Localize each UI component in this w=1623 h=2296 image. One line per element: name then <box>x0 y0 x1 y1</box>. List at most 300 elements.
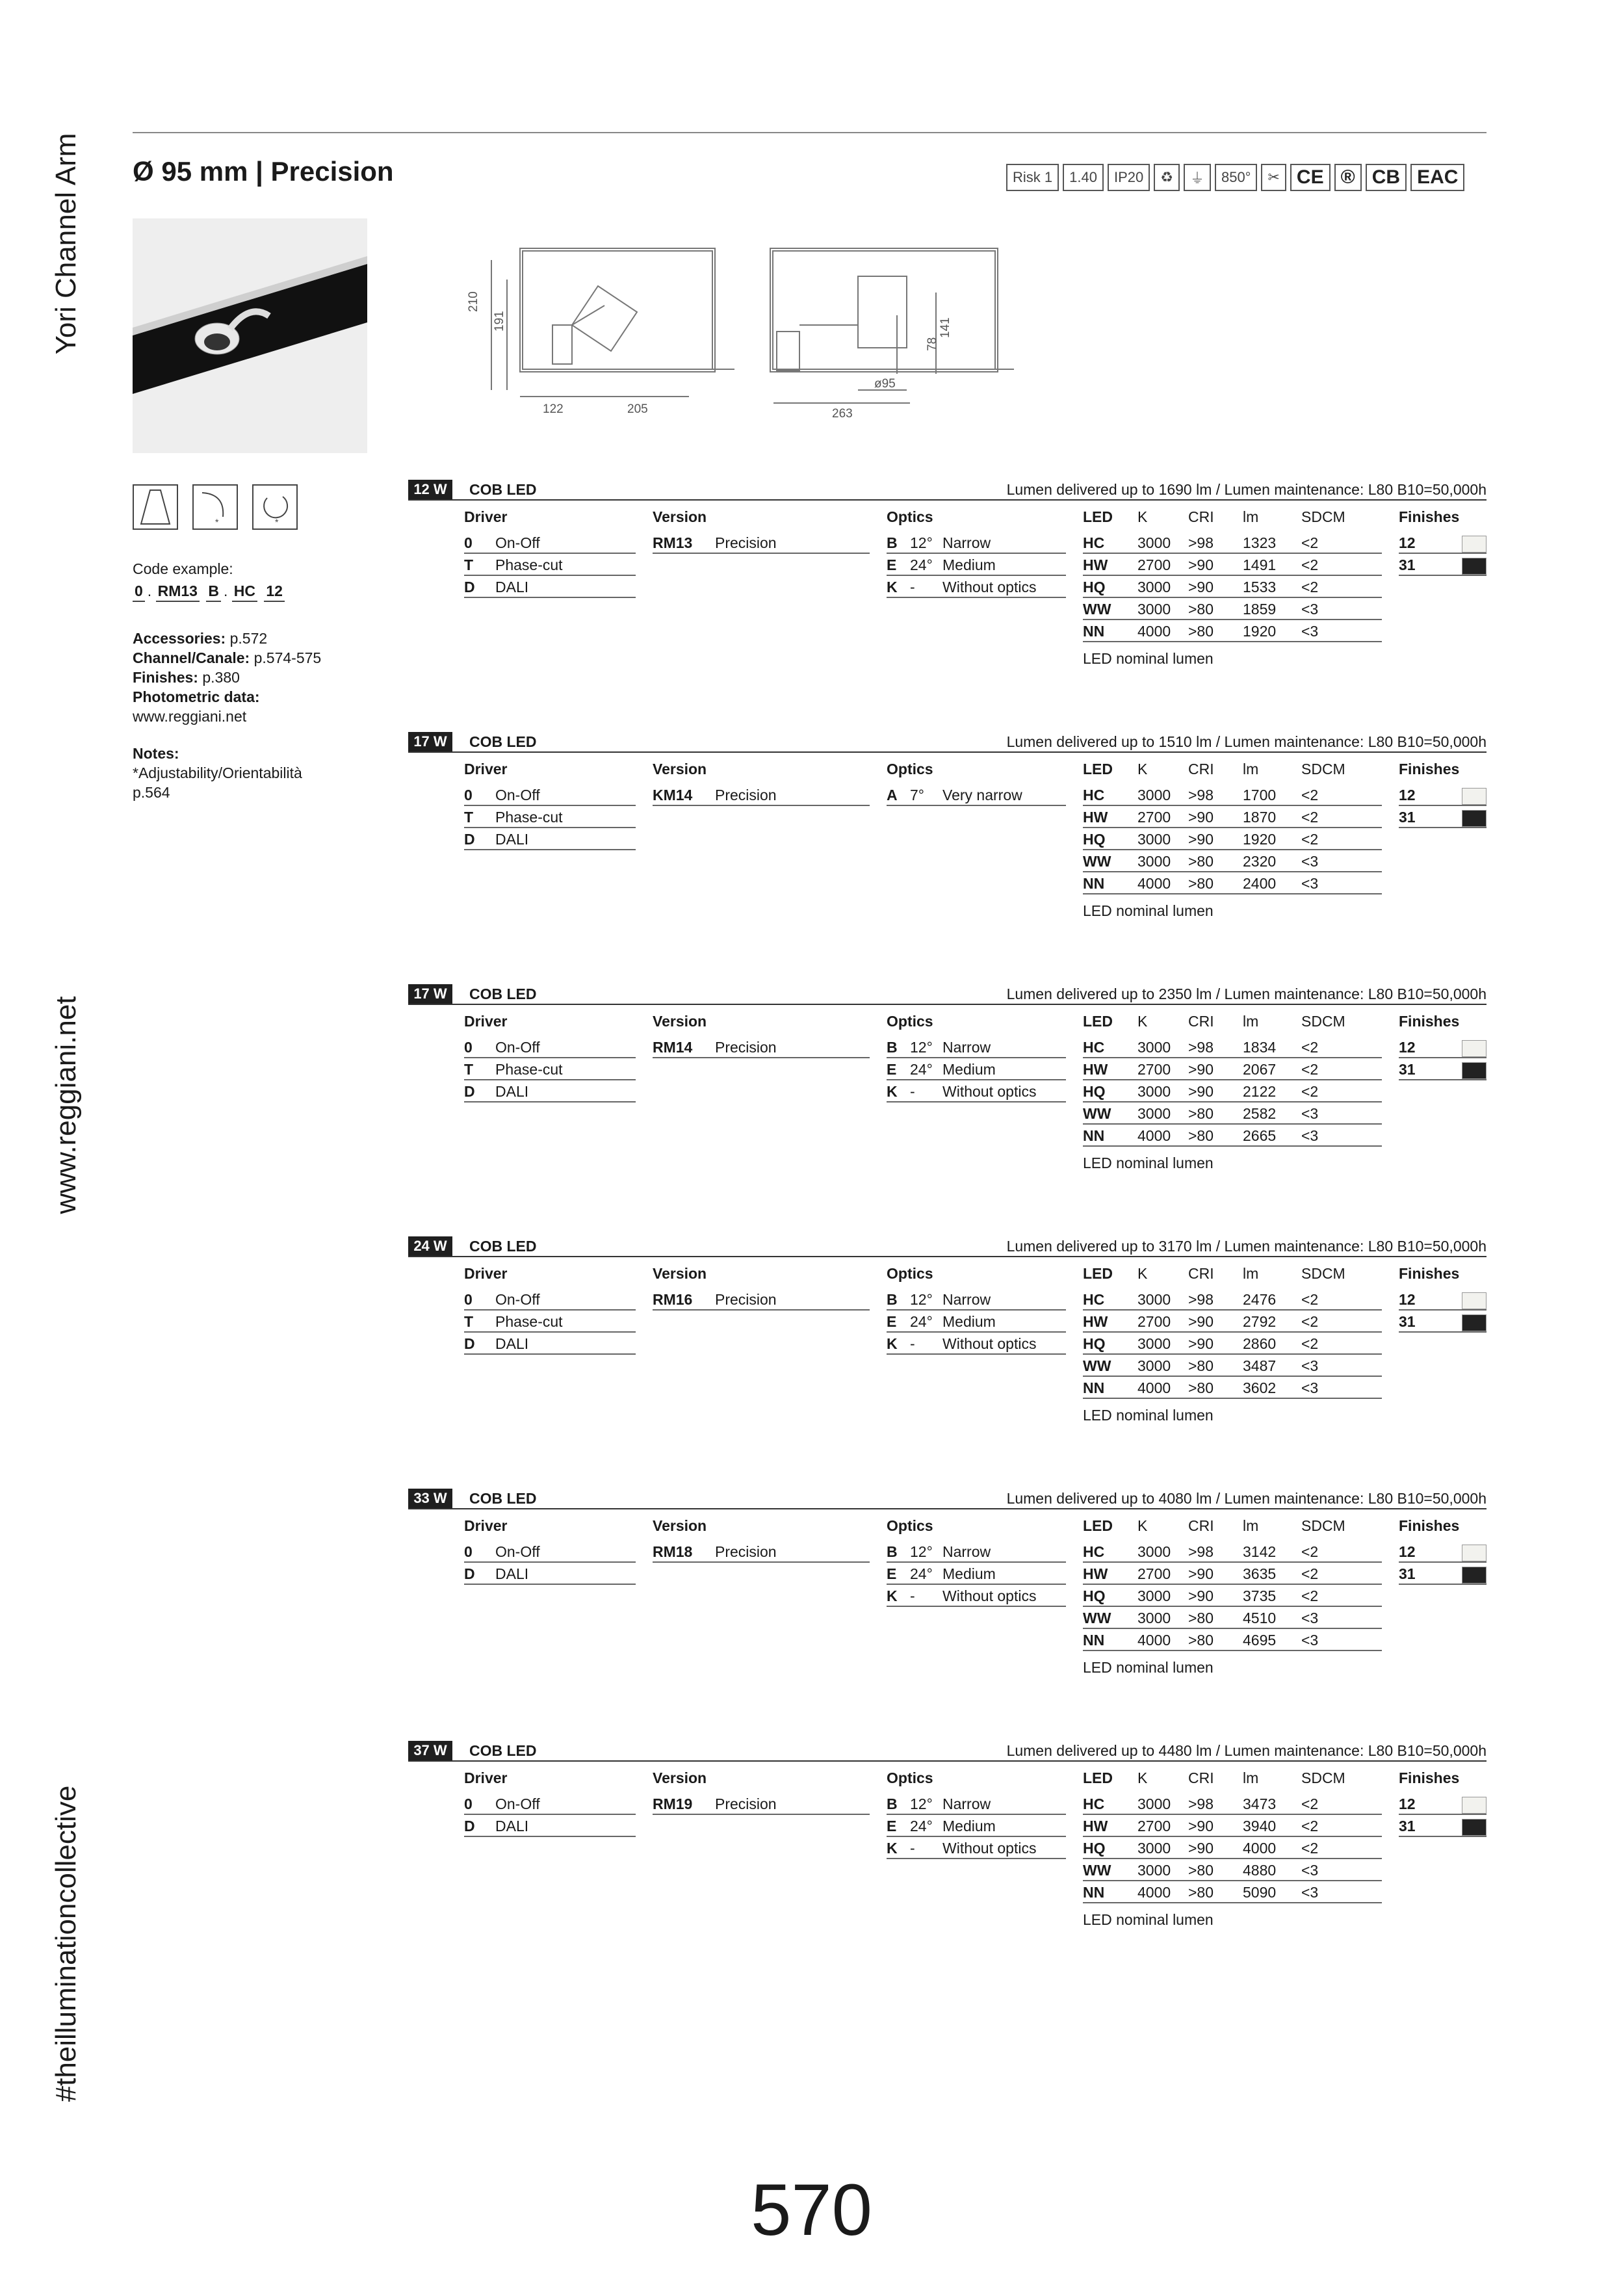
finish-swatch <box>1462 1545 1487 1561</box>
finish-code: 31 <box>1399 1565 1416 1582</box>
led-cell: WW <box>1083 1862 1111 1879</box>
led-cell: >98 <box>1188 1291 1214 1308</box>
led-cell: <3 <box>1301 601 1319 618</box>
optics-angle: 12° <box>910 1039 933 1056</box>
led-cell: <3 <box>1301 853 1319 870</box>
optics-row <box>887 1585 1066 1607</box>
led-col-header: LED <box>1083 1769 1113 1786</box>
lumen-info: Lumen delivered up to 2350 lm / Lumen maintenance: L80 B10=50,000h <box>1006 985 1487 1002</box>
finish-row <box>1399 784 1487 806</box>
led-col-header: lm <box>1243 1769 1259 1786</box>
optics-angle: 24° <box>910 1061 933 1078</box>
driver-code: D <box>464 1083 475 1100</box>
finish-swatch <box>1462 788 1487 805</box>
dimension-label: 205 <box>627 402 648 416</box>
led-cell: <2 <box>1301 831 1319 848</box>
code-example-label: Code example: <box>133 560 233 577</box>
optics-name: Without optics <box>942 1335 1037 1352</box>
driver-row <box>464 1333 636 1355</box>
optics-code: B <box>887 1795 898 1812</box>
led-cell: >98 <box>1188 1039 1214 1056</box>
finishes-header: Finishes <box>1399 1013 1460 1030</box>
led-header <box>1083 508 1382 532</box>
finishes-header: Finishes <box>1399 1517 1460 1534</box>
cert-badge: ® <box>1334 164 1362 191</box>
led-row <box>1083 1288 1382 1311</box>
driver-header: Driver <box>464 1517 508 1534</box>
led-cell: 3000 <box>1137 1795 1171 1812</box>
led-cell: 3000 <box>1137 787 1171 803</box>
finish-swatch <box>1462 1062 1487 1079</box>
led-cell: NN <box>1083 875 1105 892</box>
product-section <box>408 480 1487 714</box>
driver-row <box>464 532 636 554</box>
led-cell: >80 <box>1188 1610 1214 1626</box>
led-row <box>1083 1102 1382 1125</box>
driver-code: D <box>464 1335 475 1352</box>
driver-name: DALI <box>495 1565 529 1582</box>
wattage-badge: 17 W <box>408 732 452 751</box>
led-cell: 4000 <box>1137 1127 1171 1144</box>
optics-row <box>887 1311 1066 1333</box>
driver-column <box>464 761 636 850</box>
led-cell: 4880 <box>1243 1862 1277 1879</box>
led-cell: 2122 <box>1243 1083 1277 1100</box>
driver-row <box>464 1815 636 1837</box>
led-cell: >80 <box>1188 601 1214 618</box>
led-cell: HC <box>1083 1039 1105 1056</box>
led-cell: 4000 <box>1137 1379 1171 1396</box>
optics-column <box>887 1769 1066 1859</box>
section-header <box>408 1489 1487 1509</box>
dimension-label: 78 <box>926 337 939 351</box>
version-column <box>653 1517 870 1563</box>
version-code: RM19 <box>653 1795 693 1812</box>
led-header <box>1083 1013 1382 1036</box>
led-cell: HQ <box>1083 1083 1106 1100</box>
led-cell: 3000 <box>1137 1083 1171 1100</box>
led-cell: <2 <box>1301 1543 1319 1560</box>
driver-name: DALI <box>495 579 529 595</box>
optics-name: Medium <box>942 556 996 573</box>
led-col-header: CRI <box>1188 508 1214 525</box>
version-name: Precision <box>715 787 777 803</box>
led-cell: HQ <box>1083 1587 1106 1604</box>
optics-angle: - <box>910 1840 915 1857</box>
version-header: Version <box>653 761 707 777</box>
driver-name: On-Off <box>495 1543 540 1560</box>
led-row <box>1083 1058 1382 1080</box>
led-col-header: CRI <box>1188 1517 1214 1534</box>
optics-row <box>887 1793 1066 1815</box>
driver-code: D <box>464 1565 475 1582</box>
cert-badge: ⏚ <box>1184 164 1211 191</box>
driver-column <box>464 508 636 598</box>
dimension-label: 191 <box>493 311 506 332</box>
led-row <box>1083 872 1382 894</box>
led-cell: >90 <box>1188 556 1214 573</box>
led-cell: <3 <box>1301 1884 1319 1901</box>
driver-row <box>464 554 636 576</box>
notes-text: *Adjustability/Orientabilità <box>133 764 302 781</box>
finishes-page: p.380 <box>202 669 240 686</box>
led-cell: 4000 <box>1137 1632 1171 1649</box>
finishes-column <box>1399 1517 1487 1585</box>
photometric-link[interactable]: www.reggiani.net <box>133 708 247 725</box>
finish-code: 12 <box>1399 534 1416 551</box>
technical-drawing <box>455 234 1040 429</box>
led-cell: 3000 <box>1137 1291 1171 1308</box>
led-cell: HQ <box>1083 1335 1106 1352</box>
finish-row <box>1399 1058 1487 1080</box>
led-cell: 3000 <box>1137 1610 1171 1626</box>
led-nominal-note: LED nominal lumen <box>1083 650 1214 667</box>
led-cell: HC <box>1083 1291 1105 1308</box>
led-cell: 2700 <box>1137 1565 1171 1582</box>
led-cell: 2700 <box>1137 809 1171 826</box>
optics-header: Optics <box>887 1769 933 1786</box>
optics-code: E <box>887 1313 897 1330</box>
led-row <box>1083 1793 1382 1815</box>
led-col-header: K <box>1137 1517 1148 1534</box>
driver-name: Phase-cut <box>495 809 563 826</box>
led-column <box>1083 508 1382 668</box>
led-cell: >90 <box>1188 1335 1214 1352</box>
finish-row <box>1399 1815 1487 1837</box>
optics-row <box>887 1080 1066 1102</box>
led-cell: WW <box>1083 1610 1111 1626</box>
page-number: 570 <box>751 2169 872 2250</box>
led-row <box>1083 1311 1382 1333</box>
led-cell: <3 <box>1301 1357 1319 1374</box>
led-row <box>1083 554 1382 576</box>
driver-row <box>464 828 636 850</box>
led-cell: 3000 <box>1137 1335 1171 1352</box>
driver-code: D <box>464 1818 475 1834</box>
led-cell: HC <box>1083 1795 1105 1812</box>
version-header: Version <box>653 508 707 525</box>
optics-code: K <box>887 579 898 595</box>
section-header <box>408 1236 1487 1257</box>
led-cell: <3 <box>1301 1862 1319 1879</box>
product-section <box>408 1741 1487 1975</box>
led-col-header: CRI <box>1188 761 1214 777</box>
led-cell: >90 <box>1188 579 1214 595</box>
led-column <box>1083 1265 1382 1424</box>
led-row <box>1083 1036 1382 1058</box>
led-cell: 1533 <box>1243 579 1277 595</box>
led-col-header: LED <box>1083 1013 1113 1030</box>
led-cell: 3000 <box>1137 831 1171 848</box>
finishes-header: Finishes <box>1399 1265 1460 1282</box>
finish-swatch <box>1462 536 1487 553</box>
driver-header: Driver <box>464 1769 508 1786</box>
led-cell: NN <box>1083 1884 1105 1901</box>
led-cell: <3 <box>1301 1379 1319 1396</box>
led-row <box>1083 784 1382 806</box>
led-cell: 4510 <box>1243 1610 1277 1626</box>
finish-code: 12 <box>1399 1039 1416 1056</box>
version-row <box>653 1541 870 1563</box>
version-column <box>653 761 870 806</box>
led-cell: <3 <box>1301 1127 1319 1144</box>
optics-code: E <box>887 1061 897 1078</box>
led-cell: <2 <box>1301 1795 1319 1812</box>
optics-code: B <box>887 1543 898 1560</box>
version-code: RM18 <box>653 1543 693 1560</box>
led-col-header: K <box>1137 508 1148 525</box>
optics-angle: 12° <box>910 534 933 551</box>
optics-angle: 24° <box>910 1313 933 1330</box>
led-col-header: SDCM <box>1301 508 1345 525</box>
finishes-header: Finishes <box>1399 508 1460 525</box>
finish-code: 31 <box>1399 556 1416 573</box>
led-cell: WW <box>1083 601 1111 618</box>
website-vertical[interactable]: www.reggiani.net <box>50 996 82 1214</box>
driver-code: 0 <box>464 787 473 803</box>
optics-column <box>887 1013 1066 1102</box>
finish-swatch <box>1462 1567 1487 1584</box>
wattage-badge: 33 W <box>408 1489 452 1508</box>
led-cell: 2700 <box>1137 1313 1171 1330</box>
led-type: COB LED <box>469 1238 537 1255</box>
driver-column <box>464 1265 636 1355</box>
led-cell: NN <box>1083 1127 1105 1144</box>
led-col-header: SDCM <box>1301 1517 1345 1534</box>
led-cell: 2067 <box>1243 1061 1277 1078</box>
led-cell: 1700 <box>1243 787 1277 803</box>
led-row <box>1083 620 1382 642</box>
dimension-label: 141 <box>939 317 952 338</box>
led-cell: HQ <box>1083 831 1106 848</box>
version-column <box>653 1769 870 1815</box>
led-cell: 3602 <box>1243 1379 1277 1396</box>
optics-name: Without optics <box>942 1840 1037 1857</box>
led-cell: 3487 <box>1243 1357 1277 1374</box>
optics-angle: 24° <box>910 556 933 573</box>
finish-code: 12 <box>1399 1795 1416 1812</box>
led-cell: 3940 <box>1243 1818 1277 1834</box>
product-section <box>408 984 1487 1218</box>
finish-code: 31 <box>1399 1061 1416 1078</box>
led-row <box>1083 1629 1382 1651</box>
driver-column <box>464 1013 636 1102</box>
led-nominal-note: LED nominal lumen <box>1083 902 1214 919</box>
optics-name: Without optics <box>942 579 1037 595</box>
led-row <box>1083 1080 1382 1102</box>
cert-badge: Risk 1 <box>1006 164 1059 191</box>
feature-symbols <box>133 484 298 530</box>
led-cell: 2700 <box>1137 556 1171 573</box>
driver-code: T <box>464 809 474 826</box>
driver-code: 0 <box>464 534 473 551</box>
lumen-info: Lumen delivered up to 4480 lm / Lumen maintenance: L80 B10=50,000h <box>1006 1742 1487 1759</box>
led-cell: WW <box>1083 853 1111 870</box>
code-part: B <box>206 581 221 602</box>
led-column <box>1083 1517 1382 1676</box>
section-header <box>408 984 1487 1005</box>
led-cell: <2 <box>1301 579 1319 595</box>
driver-name: DALI <box>495 1335 529 1352</box>
version-name: Precision <box>715 534 777 551</box>
led-col-header: SDCM <box>1301 1265 1345 1282</box>
led-cell: 3000 <box>1137 1587 1171 1604</box>
optics-name: Medium <box>942 1565 996 1582</box>
finish-swatch <box>1462 558 1487 575</box>
led-cell: >90 <box>1188 1587 1214 1604</box>
optics-name: Medium <box>942 1313 996 1330</box>
led-type: COB LED <box>469 985 537 1002</box>
optics-column <box>887 1265 1066 1355</box>
finishes-column <box>1399 1769 1487 1837</box>
led-cell: HC <box>1083 1543 1105 1560</box>
references <box>133 629 321 726</box>
led-cell: <2 <box>1301 809 1319 826</box>
driver-row <box>464 1541 636 1563</box>
optics-name: Narrow <box>942 1543 991 1560</box>
led-row <box>1083 1563 1382 1585</box>
driver-name: DALI <box>495 831 529 848</box>
finishes-column <box>1399 508 1487 576</box>
led-header <box>1083 1265 1382 1288</box>
driver-row <box>464 1036 636 1058</box>
cert-badge: CB <box>1366 164 1407 191</box>
driver-row <box>464 1288 636 1311</box>
finishes-column <box>1399 761 1487 828</box>
code-example-value <box>133 581 287 602</box>
driver-name: On-Off <box>495 1291 540 1308</box>
version-name: Precision <box>715 1039 777 1056</box>
finishes-header: Finishes <box>1399 1769 1460 1786</box>
version-row <box>653 784 870 806</box>
led-cell: >98 <box>1188 534 1214 551</box>
driver-column <box>464 1517 636 1585</box>
led-row <box>1083 1859 1382 1881</box>
optics-code: E <box>887 1565 897 1582</box>
code-part: HC <box>232 581 257 602</box>
led-cell: >90 <box>1188 1818 1214 1834</box>
led-cell: <3 <box>1301 1610 1319 1626</box>
version-header: Version <box>653 1265 707 1282</box>
driver-name: DALI <box>495 1083 529 1100</box>
optics-angle: 24° <box>910 1565 933 1582</box>
version-name: Precision <box>715 1795 777 1812</box>
code-part: RM13 <box>156 581 200 602</box>
finish-swatch <box>1462 810 1487 827</box>
cert-badge: CE <box>1290 164 1331 191</box>
optics-header: Optics <box>887 1265 933 1282</box>
led-cell: 3000 <box>1137 1840 1171 1857</box>
led-cell: >98 <box>1188 1543 1214 1560</box>
version-header: Version <box>653 1013 707 1030</box>
finish-code: 31 <box>1399 1313 1416 1330</box>
led-type: COB LED <box>469 481 537 498</box>
led-col-header: K <box>1137 761 1148 777</box>
wattage-badge: 17 W <box>408 984 452 1004</box>
led-row <box>1083 532 1382 554</box>
led-cell: HQ <box>1083 579 1106 595</box>
driver-row <box>464 1793 636 1815</box>
led-cell: >80 <box>1188 1862 1214 1879</box>
led-cell: 4000 <box>1137 623 1171 640</box>
led-row <box>1083 1607 1382 1629</box>
cert-badge: ♻ <box>1154 164 1180 191</box>
driver-row <box>464 576 636 598</box>
optics-name: Without optics <box>942 1083 1037 1100</box>
driver-row <box>464 784 636 806</box>
finishes-column <box>1399 1265 1487 1333</box>
optics-column <box>887 761 1066 806</box>
led-column <box>1083 1769 1382 1929</box>
led-col-header: LED <box>1083 1517 1113 1534</box>
led-row <box>1083 598 1382 620</box>
optics-column <box>887 508 1066 598</box>
wattage-badge: 37 W <box>408 1741 452 1760</box>
led-cell: >80 <box>1188 1884 1214 1901</box>
optics-code: E <box>887 1818 897 1834</box>
notes-page: p.564 <box>133 784 170 801</box>
optics-row <box>887 1058 1066 1080</box>
lumen-info: Lumen delivered up to 4080 lm / Lumen maintenance: L80 B10=50,000h <box>1006 1490 1487 1507</box>
finish-code: 12 <box>1399 1291 1416 1308</box>
led-cell: <2 <box>1301 1061 1319 1078</box>
led-header <box>1083 1517 1382 1541</box>
led-cell: >98 <box>1188 1795 1214 1812</box>
code-sep: . <box>147 582 152 599</box>
driver-name: Phase-cut <box>495 556 563 573</box>
cert-badge: 850° <box>1215 164 1258 191</box>
led-cell: 1491 <box>1243 556 1277 573</box>
led-row <box>1083 806 1382 828</box>
led-cell: 4000 <box>1137 1884 1171 1901</box>
led-cell: <2 <box>1301 1313 1319 1330</box>
led-cell: NN <box>1083 1379 1105 1396</box>
led-cell: <3 <box>1301 875 1319 892</box>
led-cell: 3000 <box>1137 579 1171 595</box>
led-cell: <2 <box>1301 534 1319 551</box>
led-cell: <2 <box>1301 1083 1319 1100</box>
led-col-header: CRI <box>1188 1265 1214 1282</box>
version-column <box>653 1265 870 1311</box>
led-row <box>1083 576 1382 598</box>
led-col-header: lm <box>1243 1265 1259 1282</box>
led-cell: 2700 <box>1137 1818 1171 1834</box>
led-cell: 2476 <box>1243 1291 1277 1308</box>
code-sep: . <box>223 582 228 599</box>
accessories-label: Accessories: <box>133 630 226 647</box>
led-cell: <3 <box>1301 1105 1319 1122</box>
led-col-header: K <box>1137 1013 1148 1030</box>
driver-row <box>464 1311 636 1333</box>
led-cell: WW <box>1083 1357 1111 1374</box>
led-cell: >80 <box>1188 1379 1214 1396</box>
led-cell: NN <box>1083 1632 1105 1649</box>
product-section <box>408 1489 1487 1723</box>
led-cell: 2582 <box>1243 1105 1277 1122</box>
optics-row <box>887 532 1066 554</box>
led-cell: 3000 <box>1137 1357 1171 1374</box>
finish-swatch <box>1462 1292 1487 1309</box>
led-row <box>1083 1815 1382 1837</box>
finishes-label: Finishes: <box>133 669 198 686</box>
driver-row <box>464 806 636 828</box>
lumen-info: Lumen delivered up to 1690 lm / Lumen maintenance: L80 B10=50,000h <box>1006 481 1487 498</box>
finish-code: 31 <box>1399 809 1416 826</box>
led-type: COB LED <box>469 1742 537 1759</box>
beam-angle-icon <box>133 484 178 530</box>
led-cell: >90 <box>1188 1840 1214 1857</box>
led-nominal-note: LED nominal lumen <box>1083 1407 1214 1424</box>
